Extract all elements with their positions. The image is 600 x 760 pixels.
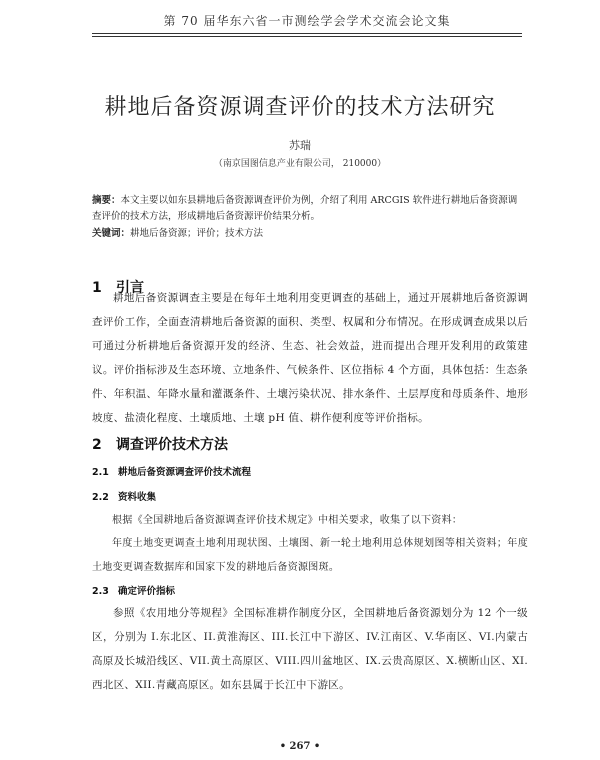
subsection-2-2-number: 2.2 xyxy=(92,492,109,503)
keywords xyxy=(92,226,520,242)
subsection-2-1-title: 耕地后备资源调查评价技术流程 xyxy=(118,467,252,478)
page-number: • 267 • xyxy=(279,741,321,752)
header-rule-bottom xyxy=(92,36,522,37)
section-2-heading xyxy=(92,434,228,454)
author-name: 苏瑞 xyxy=(289,139,311,152)
subsection-2-1-number: 2.1 xyxy=(92,467,109,478)
subsection-2-3-title: 确定评价指标 xyxy=(118,586,176,597)
subsection-2-1-heading xyxy=(92,464,251,478)
section-1-paragraph: 耕地后备资源调查主要是在每年土地利用变更调查的基础上，通过开展耕地后备资源调查评价工作，全面查清耕地后备资源的面积、类型、权属和分布情况。在形成调查成果以后可通过分析耕地后备资源开发的经济、生态、社会效益，进而提出合理开发利用的政策建议。评价指标涉及生态环境、立地条件、气候条件、区位指标 4 个方面，具体包括：生态条件、年积温、年降水量和灌溉条件、土壤污染状况、排水条件、土层厚度和母质条件、地形坡度、盐渍化程度、土壤质地、土壤 pH 值、耕作便利度等评价指标。 xyxy=(92,292,528,424)
subsection-2-3-heading xyxy=(92,583,175,597)
subsection-2-3-paragraph-1: 参照《农用地分等规程》全国标准耕作制度分区，全国耕地后备资源划分为 12 个一级区，分别为 I.东北区、II.黄淮海区、III.长江中下游区、IV.江南区、V.华南区、VI.内蒙古高原及长城沿线区、VII.黄土高原区、VIII.四川盆地区、IX.云贵高原区、X.横断山区、XI.西北区、XII.青藏高原区。如东县属于长江中下游区。 xyxy=(92,607,528,691)
subsection-2-2-paragraph-1: 根据《全国耕地后备资源调查评价技术规定》中相关要求，收集了以下资料： xyxy=(112,515,463,526)
subsection-2-2-paragraph-2: 年度土地变更调查土地利用现状图、土壤图、新一轮土地利用总体规划图等相关资料；年度土地变更调查数据库和国家下发的耕地后备资源图斑。 xyxy=(92,538,528,573)
keywords-label: 关键词： xyxy=(92,228,131,239)
section-1-title: 引言 xyxy=(116,280,144,296)
author-affiliation: （南京国图信息产业有限公司， 210000） xyxy=(213,159,387,169)
section-2-title: 调查评价技术方法 xyxy=(116,437,228,453)
section-2-number: 2 xyxy=(92,437,102,453)
subsection-2-2-heading xyxy=(92,489,156,503)
paper-title: 耕地后备资源调查评价的技术方法研究 xyxy=(104,95,496,120)
section-1-number: 1 xyxy=(92,280,102,296)
running-head: 第 70 届华东六省一市测绘学会学术交流会论文集 xyxy=(163,14,451,28)
abstract xyxy=(92,193,520,225)
subsection-2-3-number: 2.3 xyxy=(92,586,109,597)
abstract-text: 本文主要以如东县耕地后备资源调查评价为例，介绍了利用 ARCGIS 软件进行耕地后备资源调查评价的技术方法，形成耕地后备资源评价结果分析。 xyxy=(92,195,518,222)
subsection-2-2-title: 资料收集 xyxy=(118,492,157,503)
abstract-label: 摘要： xyxy=(92,195,121,206)
keywords-text: 耕地后备资源；评价；技术方法 xyxy=(130,228,264,239)
header-rule-top xyxy=(92,33,522,34)
